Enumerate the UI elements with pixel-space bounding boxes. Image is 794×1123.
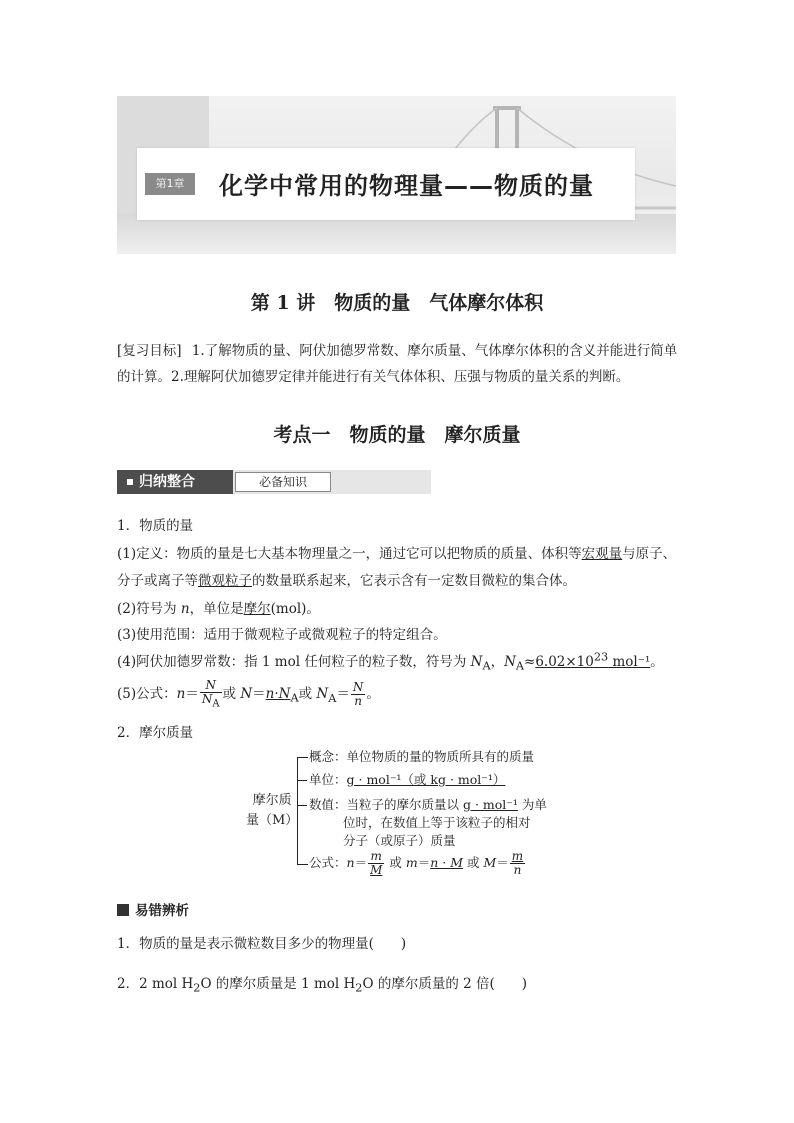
section-title: 考点一 物质的量 摩尔质量	[273, 424, 521, 446]
blank-unit: 摩尔	[243, 601, 271, 617]
branch-value-line3: 分子（或原子）质量	[343, 833, 456, 848]
fraction: $\frac{N}{N_A}$	[201, 678, 220, 710]
chapter-title-card	[137, 148, 635, 220]
blank-macro: 宏观量	[581, 546, 623, 562]
chapter-title: 化学中常用的物理量——物质的量	[219, 172, 594, 200]
question-1: 1．物质的量是表示微粒数目多少的物理量( )	[117, 936, 407, 952]
branch-value: 数值：当粒子的摩尔质量以 g · mol⁻¹ 为单	[309, 797, 547, 812]
branch-concept: 概念：单位物质的量的物质所具有的质量	[309, 749, 535, 764]
branch-formula: 公式：n＝ $\frac{m}{M}$ 或 m＝n · M 或 M＝ $\frac{m}{n}$	[309, 849, 524, 877]
tab-summary	[117, 470, 233, 494]
molar-mass-diagram-root: 摩尔质 量（M）	[246, 793, 299, 828]
item2-heading: 2．摩尔质量	[117, 725, 194, 741]
scope-line: (3)使用范围：适用于微观粒子或微观粒子的特定组合。	[117, 627, 447, 643]
mistake-icon	[117, 904, 129, 916]
chapter-banner	[117, 96, 676, 254]
tab-summary-label: 归纳整合	[139, 474, 195, 490]
item1-heading: 1．物质的量	[117, 518, 194, 534]
review-objective	[117, 338, 679, 390]
fraction: $\frac{m}{n}$	[511, 849, 524, 877]
fraction: $\frac{m}{M}$	[370, 849, 383, 877]
diagram-brace	[297, 757, 308, 865]
banner-city	[117, 214, 676, 254]
square-icon	[127, 479, 133, 485]
definition-line2: 分子或离子等微观粒子的数量联系起来，它表示含有一定数目微粒的集合体。	[117, 573, 576, 589]
avogadro-line: (4)阿伏加德罗常数：指 1 mol 任何粒子的粒子数，符号为 $N_A$，$N_A\approx 6.02\times 10^{23}$ mol⁻¹。	[117, 650, 664, 673]
tab-knowledge: 必备知识	[235, 472, 331, 492]
objective-text: 1.了解物质的量、阿伏加德罗常数、摩尔质量、气体摩尔体积的含义并能进行简单的计算。2.理解阿伏加德罗定律并能进行有关气体体积、压强与物质的量关系的判断。	[117, 343, 678, 385]
symbol-line: (2)符号为 n，单位是摩尔(mol)。	[117, 601, 320, 617]
blank-micro: 微观粒子	[198, 573, 252, 589]
objective-label: [复习目标]	[117, 343, 182, 359]
blank-avogadro: $6.02\times 10^{23}$ mol⁻¹	[535, 650, 651, 670]
mistake-heading: 易错辨析	[117, 899, 189, 919]
branch-value-line2: 位时，在数值上等于该粒子的相对	[343, 815, 531, 830]
section-tab-bar	[117, 470, 431, 494]
formula-line: (5)公式：n＝ $\frac{N}{N_A}$ 或 $N=n\cdot N_A$或 $N_A=$ $\frac{N}{n}$ 。	[117, 678, 380, 710]
chapter-badge: 第1章	[145, 173, 195, 195]
fraction: $\frac{N}{n}$	[352, 680, 364, 709]
blank-formula: $n\cdot N_A$	[265, 686, 299, 705]
branch-unit: 单位：g · mol⁻¹（或 kg · mol⁻¹）	[309, 772, 506, 787]
definition-line1: (1)定义：物质的量是七大基本物理量之一，通过它可以把物质的质量、体积等宏观量与原子、	[117, 546, 677, 562]
question-2: 2．2 mol $H_2O$ 的摩尔质量是 1 mol $H_2O$ 的摩尔质量的 2 倍( )	[117, 976, 528, 995]
lecture-title: 第 1 讲 物质的量 气体摩尔体积	[250, 292, 544, 314]
